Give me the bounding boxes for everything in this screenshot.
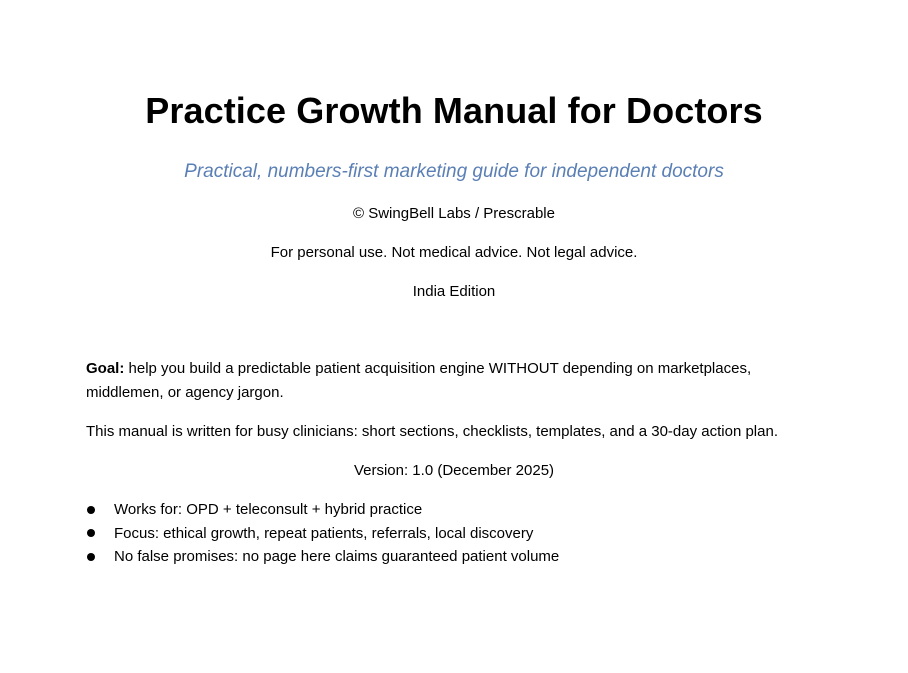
document-subtitle: Practical, numbers-first marketing guide for independent doctors — [184, 161, 724, 182]
list-item-text: Focus: ethical growth, repeat patients, referrals, local discovery — [114, 524, 534, 542]
document-title: Practice Growth Manual for Doctors — [145, 90, 763, 131]
list-item — [86, 522, 559, 546]
bullet-icon — [87, 553, 95, 561]
copyright-line: © SwingBell Labs / Prescrable — [353, 205, 555, 222]
bullet-icon — [87, 506, 95, 514]
goal-text: help you build a predictable patient acquisition engine WITHOUT depending on marketplaces, middlemen, or agency jargon. — [86, 360, 752, 401]
version-line: Version: 1.0 (December 2025) — [353, 462, 555, 479]
disclaimer-line: For personal use. Not medical advice. Not legal advice. — [270, 244, 638, 261]
list-item — [86, 545, 559, 569]
bullet-icon — [87, 529, 95, 537]
intro-paragraph: This manual is written for busy clinicians: short sections, checklists, templates, and a 30-day action plan. — [86, 423, 778, 440]
list-item — [86, 498, 559, 522]
list-item-text: No false promises: no page here claims guaranteed patient volume — [114, 548, 560, 566]
edition-line: India Edition — [412, 283, 496, 300]
feature-bullet-list — [86, 498, 559, 569]
list-item-text: Works for: OPD + teleconsult + hybrid practice — [114, 501, 423, 519]
goal-paragraph — [86, 357, 806, 405]
goal-label: Goal: — [86, 360, 125, 377]
